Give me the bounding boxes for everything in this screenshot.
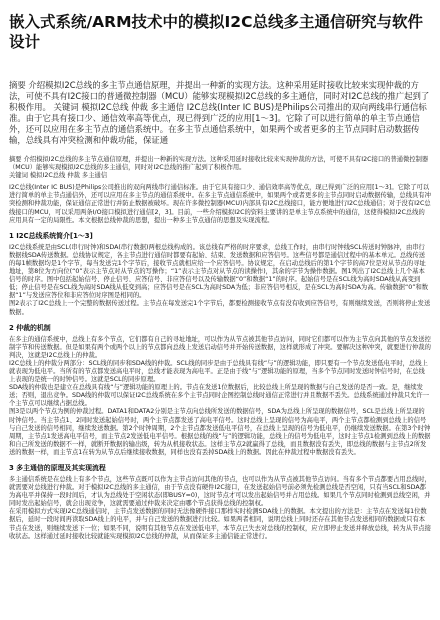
section-paragraph: 图2表示了I2C总线上一个完整的数据传送过程。主节点在每发送完1个字节后，都要检测接收节点有没有收到应答信号，有则继续发送，否则将停止发送数据。 <box>9 300 431 316</box>
section-paragraph: 图3是以两个节点为例的仲裁过程。DATA1和DATA2分别是主节点向总线所发送的数据信号，SDA为总线上所呈现的数据信号，SCL是总线上所呈现的时钟信号。当主节点1、2同时发送起始信号时，两个主节点都发送了高电平信号。这时总线上呈现的信号为高电平，两个主节点都检测到总线上的信号与自己发送的信号相同，继续发送数据。第2个时钟周期，2个主节点都发送低电平信号，在总线上呈现的信号为低电平，仍继续发送数据。在第3个时钟周期，主节点1发送高电平信号，而主节点2发送低电平信号。根据总线的线“与”的逻辑功能，总线上的信号为低电平，这时主节点1检测到总线上的数据和自己所发送的数据不一样，就断开数据的输出级，转为从机接收状态。这样主节点2就赢得了总线，而且数据没有丢失，即总线的数据与主节点2所发送的数据一样，而主节点1在转为从节点后继续接收数据，同样也没有丢掉SDA线上的数据。因此在仲裁过程中数据没有丢失。 <box>9 408 431 456</box>
abstract-block <box>9 156 431 180</box>
section-heading: 3 多主通信的原理及其实现流程 <box>9 464 106 472</box>
section-paragraph: 在采用模拟方式实现I2C总线通信时，主节点发送数据的同时无法像硬件接口那样实时检测SDA线上的数据。本文提出的方法是：主节点在发送每1位数据后，延时一段时间再读取SDA线上的电平，并与自己发送的数据进行比较。如果两者相同，说明总线上同时还存在其他节点发送相同的数据或只有本节点在发送，则继续发送下一位；如果不同，说明有其他节点在发送低电平，本节点已失去对总线的控制权，应立即停止发送并释放总线，转为从节点接收状态。这样通过延时接收比较就能实现模拟I2C总线的仲裁，从而保证多主通信能正常进行。 <box>9 508 431 540</box>
section-paragraph: I2C总线系统是由SCL(串行时钟)和SDA(串行数据)两根总线构成的。该总线有严格的时序要求，总线工作时，由串行时钟线SCL传送时钟脉冲，由串行数据线SDA传送数据。总线协议规定，各主节点进行通信时都要有起始、结束、发送数据和应答信号。这些信号都是通信过程中的基本单元。总线传送的每1帧数据均是1个字节，每当发送完1个字节后，接收节点就相应给一个应答信号。协议规定，在启动总线后的第1个字节的高7位是对从节点的寻址地址，第8位为方向位(“0”表示主节点对从节点的写操作；“1”表示主节点对从节点的读操作)，其余的字节为操作数据。图1列出了I2C总线上几个基本信号的时序。图中包括起始信号、停止信号、应答信号、非应答信号以及传输数据“0”和数据“1”的时序。起始信号是在SCL线为高时SDA线从高变到低；停止信号是在SCL线为高时SDA线从低变到高；应答信号是在SCL为高时SDA为低；非应答信号相反，是在SCL为高时SDA为高。传输数据“0”和数据“1”与发送应答位和非应答位时序图是相同的。 <box>9 243 429 300</box>
lead-paragraph: 摘要 介绍模拟I2C总线的多主节点通信原理，并提出一种新的实现方法。这种采用延时接收比较来实现仲裁的方法，可使不具有I2C接口的普通微控制器（MCU）能够实现模拟I2C总线的多主通信，同时对I2C总线的推广起到了积极作用。 关键词 模拟I2C总线 仲裁 多主通信 I2C总线(Inter IC BUS)是Philips公司推出的双向两线串行通信标准。由于它具有接口少、通信效率高等优点，现已得到广泛的应用[1～3]。它除了可以进行简单的单主节点通信外，还可以应用在多主节点的通信系统中。在多主节点通信系统中，如果两个或者更多的主节点同时启动数据传输，总线具有冲突检测和仲裁功能，保证通 <box>9 80 430 145</box>
section-paragraph: SDA线的仲裁也是建立在总线具有线“与”逻辑功能的原理上的。节点在发送1位数据后，比较总线上所呈现的数据与自己发送的是否一致。是，继续发送；否则，退出竞争。SDA线的仲裁可以保证I2C总线系统在多个主节点同时企图控制总线时通信正常进行并且数据不丢失。总线系统通过仲裁只允许一个主节点可以继续占据总线。 <box>9 384 430 408</box>
abstract-text: 摘要 介绍模拟I2C总线的多主节点通信原理，并提出一种新的实现方法。这种采用延时接收比较来实现仲裁的方法，可使不具有I2C接口的普通微控制器（MCU）能够实现模拟I2C总线的多主通信，同时对I2C总线的推广起到了积极作用。 <box>9 156 429 172</box>
section-heading: 2 仲裁的机制 <box>9 323 51 332</box>
intro-paragraph: I2C总线(Inter IC BUS)是Philips公司推出的双向两线串行通信标准。由于它具有接口少、通信效率高等优点，现已得到广泛的应用[1～3]。它除了可以进行简单的单主节点通信外，还可以应用在多主节点的通信系统中。在多主节点通信系统中，如果两个或者更多的主节点同时启动数据传输，总线具有冲突检测和仲裁功能，保证通信正常进行并防止数据被破坏。现在许多微控制器(MCU)内部具有I2C总线接口，能方便地进行I2C总线通信；对于没有I2C总线接口的MCU，可以采用两条I/O接口模拟进行通信[2，3]。目前，一些介绍模拟I2C的资料主要讲的是单主节点系统中的通信，这使得模拟I2C总线的应用具有一定的局限性。本文根据总线仲裁的思想，提出一种多主节点通信的思想及实现流程。 <box>9 184 431 224</box>
section-2 <box>9 317 431 457</box>
section-paragraph: 多主通信系统是在总线上有多个节点，这些节点既可以作为主节点访问其他的节点，也可以作为从节点被其他节点访问。当有多个节点都要占用总线时，就需要对总线进行仲裁。对于模拟I2C总线的多主通信，由于节点没有硬件I2C接口，在发送起始信号前必须先检测总线是否空闲，只有当SCL和SDA都为高电平并保持一段时间后，才认为总线处于空闲状态(即BUSY=0)，这时节点才可以发出起始信号并占用总线。如果几个节点同时检测到总线空闲，并同时发出起始信号，就会出现竞争，这就需要通过仲裁来决定由哪个节点获得总线的控制权。 <box>9 476 431 508</box>
section-paragraph: I2C总线上的仲裁分两部分：SCL线的同步和SDA线的仲裁。SCL线的同步是由于总线具有线“与”的逻辑功能，即只要有一个节点发送低电平时，总线上就表现为低电平。当所有的节点都发送高电平时，总线才能表现为高电平。正是由于线“与”逻辑功能的原理，当多个节点同时发送时钟信号时，在总线上表现的是统一的时钟信号。这就是SCL的同步原理。 <box>9 359 428 384</box>
page-title: 嵌入式系统/ARM技术中的模拟I2C总线多主通信研究与软件设计 <box>9 13 423 51</box>
section-paragraph: 在多主的通信系统中，总线上有多个节点，它们都有自己的寻址地址，可以作为从节点被其他节点访问，同时它们都可以作为主节点向其他的节点发送控制字节和传送数据。但是如果有两个或两个以上的节点都向总线上发送启动信号并开始传送数据，这样就形成了冲突。要解决这种冲突，就要进行仲裁的判决，这就是I2C总线上的仲裁。 <box>9 335 431 359</box>
section-1 <box>9 225 431 317</box>
section-3 <box>9 457 431 541</box>
keywords: 关键词 模拟I2C总线 仲裁 多主通信 <box>9 172 108 180</box>
section-heading: 1 I2C总线系统简介[1～3] <box>9 231 93 240</box>
